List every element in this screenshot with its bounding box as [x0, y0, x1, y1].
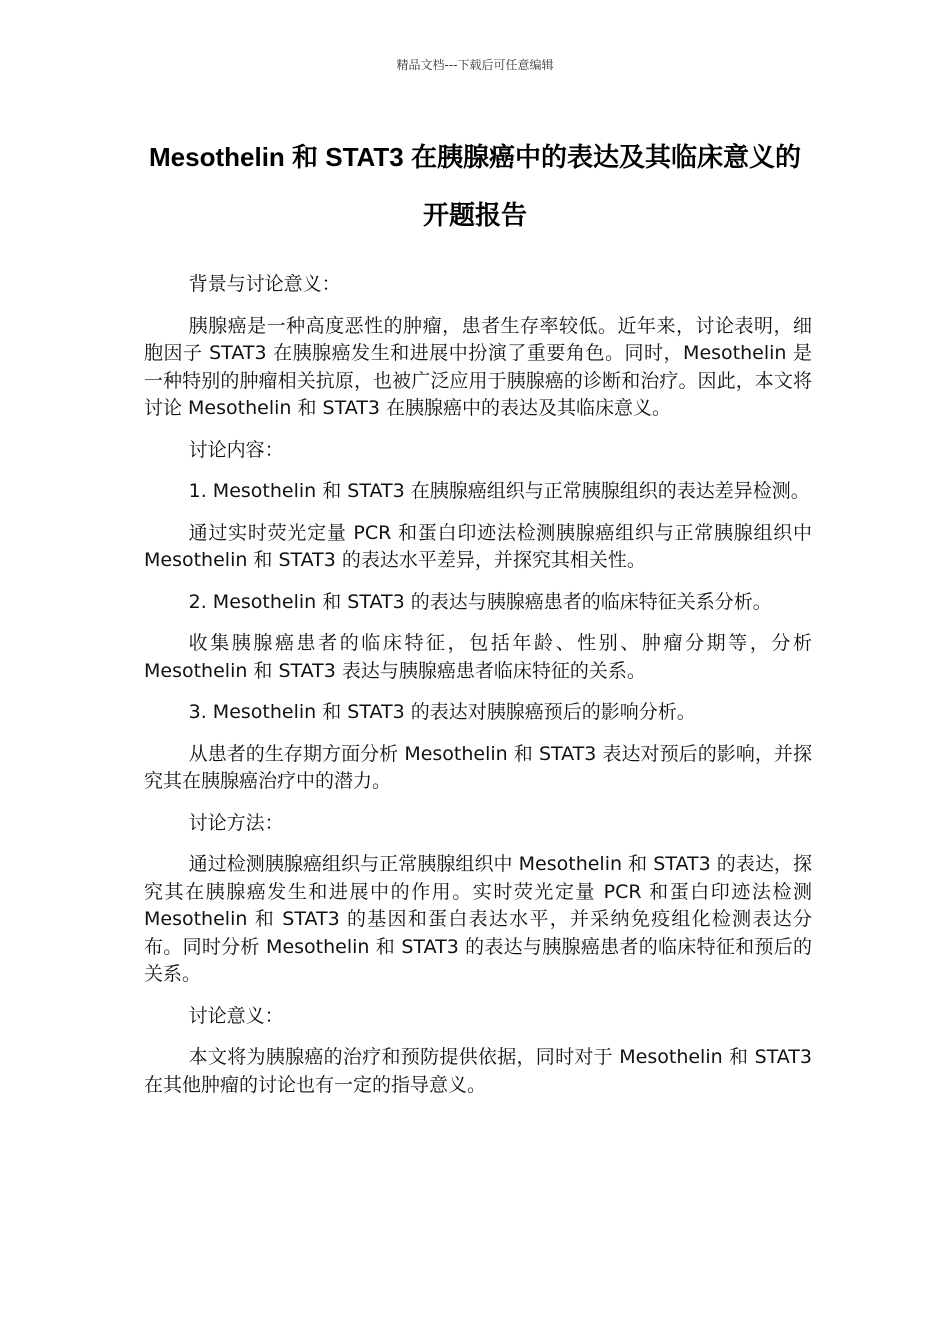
section-heading-methods: 讨论方法： [188, 811, 284, 834]
header-note: 精品文档---下载后可任意编辑 [396, 58, 554, 72]
content-item-3-detail: 从患者的生存期方面分析 Mesothelin 和 STAT3 表达对预后的影响，并探究其在胰腺癌治疗中的潜力。 [144, 742, 812, 792]
content-item-3: 3. Mesothelin 和 STAT3 的表达对胰腺癌预后的影响分析。 [188, 701, 696, 723]
content-item-2: 2. Mesothelin 和 STAT3 的表达与胰腺癌患者的临床特征关系分析。 [188, 590, 772, 613]
document-body [144, 271, 812, 1113]
section-heading-background: 背景与讨论意义： [188, 273, 341, 295]
content-item-1: 1. Mesothelin 和 STAT3 在胰腺癌组织与正常胰腺组织的表达差异检测。 [188, 480, 810, 502]
section-heading-significance: 讨论意义： [188, 1004, 284, 1027]
document-title: Mesothelin 和 STAT3 在胰腺癌中的表达及其临床意义的开题报告 [149, 142, 801, 230]
paragraph-methods: 通过检测胰腺癌组织与正常胰腺组织中 Mesothelin 和 STAT3 的表达，探究其在胰腺癌发生和进展中的作用。实时荧光定量 PCR 和蛋白印迹法检测 Mesothelin 和 STAT3 的基因和蛋白表达水平，并采纳免疫组化检测表达分布。同时分析 Mesothelin 和 STAT3 的表达与胰腺癌患者的临床特征和预后的关系。 [144, 853, 812, 985]
paragraph-significance: 本文将为胰腺癌的治疗和预防提供依据，同时对于 Mesothelin 和 STAT3 在其他肿瘤的讨论也有一定的指导意义。 [144, 1046, 812, 1096]
paragraph-background: 胰腺癌是一种高度恶性的肿瘤，患者生存率较低。近年来，讨论表明，细胞因子 STAT3 在胰腺癌发生和进展中扮演了重要角色。同时，Mesothelin 是一种特别的肿瘤相关抗原，也被广泛应用于胰腺癌的诊断和治疗。因此，本文将讨论 Mesothelin 和 STAT3 在胰腺癌中的表达及其临床意义。 [144, 314, 812, 419]
section-heading-content: 讨论内容： [188, 438, 284, 461]
content-item-2-detail: 收集胰腺癌患者的临床特征，包括年龄、性别、肿瘤分期等，分析 Mesothelin 和 STAT3 表达与胰腺癌患者临床特征的关系。 [144, 632, 812, 682]
content-item-1-detail: 通过实时荧光定量 PCR 和蛋白印迹法检测胰腺癌组织与正常胰腺组织中 Mesothelin 和 STAT3 的表达水平差异，并探究其相关性。 [144, 521, 812, 571]
